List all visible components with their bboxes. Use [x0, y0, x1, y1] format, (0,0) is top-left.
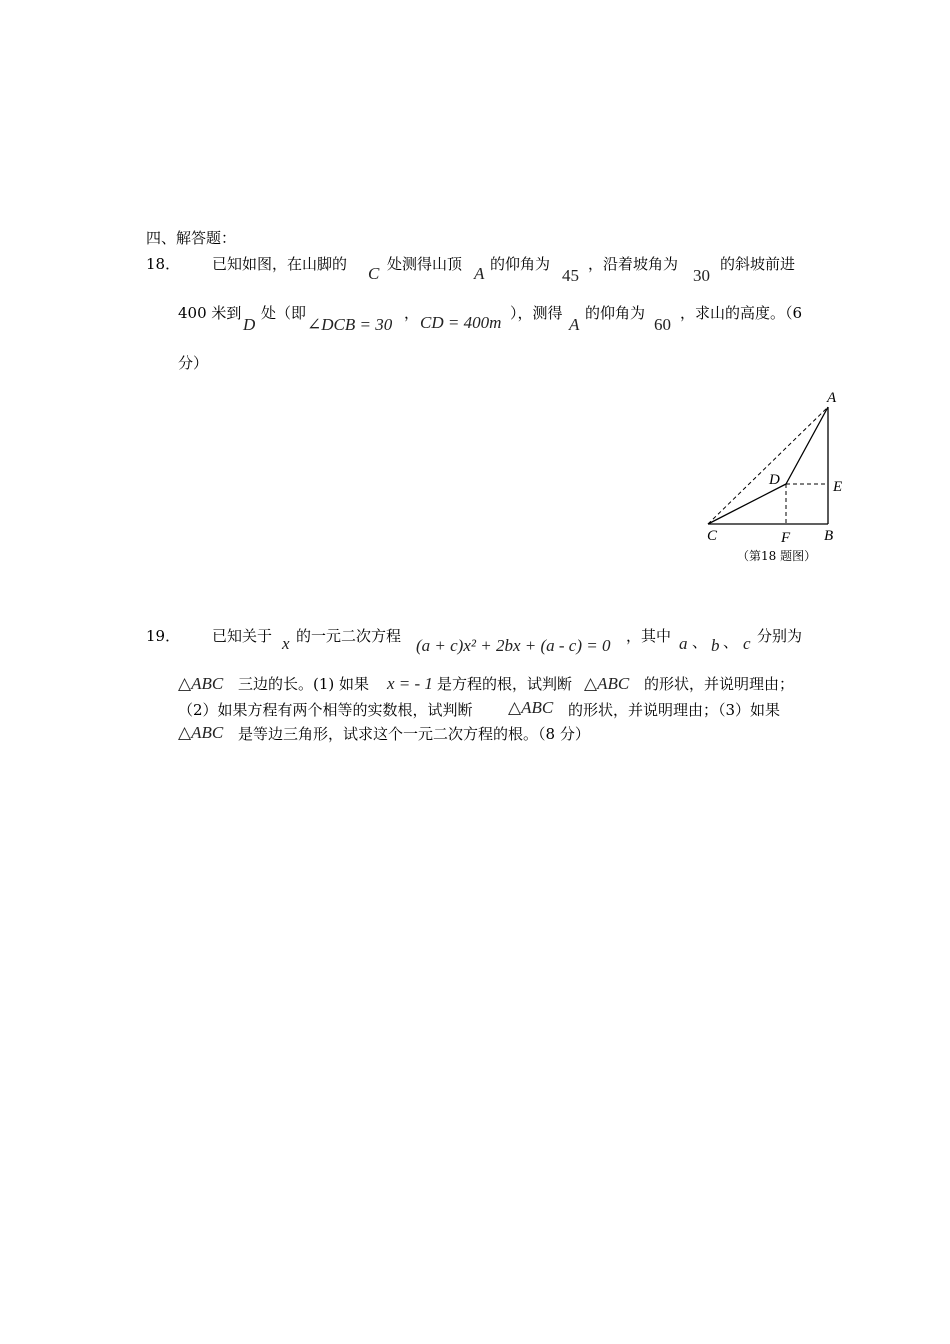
math-number-30: 30 [693, 266, 710, 285]
question-text: 的仰角为 [490, 255, 551, 273]
question-text: 的一元二次方程 [296, 627, 402, 645]
question-text: 处测得山顶 [387, 255, 463, 273]
math-var-A: A [474, 264, 485, 283]
math-number-60: 60 [654, 315, 671, 334]
point-label-f: F [781, 530, 791, 546]
math-var-b: b [711, 636, 720, 655]
math-cd-length: CD = 400m [420, 313, 502, 332]
point-label-b: B [824, 528, 834, 544]
question-text: （2）如果方程有两个相等的实数根，试判断 [178, 701, 473, 719]
question-text: 处（即 [261, 304, 307, 322]
math-triangle-abc: △ABC [584, 674, 630, 693]
math-var-A: A [569, 315, 580, 334]
point-label-c: C [707, 528, 718, 544]
point-label-a: A [827, 390, 837, 406]
question-text: 的形状，并说明理由；（3）如果 [568, 701, 781, 719]
math-triangle-abc: △ABC [178, 723, 224, 742]
question-number: 19． [146, 627, 181, 645]
math-equation: (a + c)x² + 2bx + (a - c) = 0 [416, 636, 611, 655]
math-angle-dcb: ∠DCB = 30 [307, 315, 393, 334]
question-text: ，其中 [626, 627, 672, 645]
question-text: ， [404, 304, 420, 322]
dashed-line-ca [708, 407, 828, 524]
question-text: 已知如图，在山脚的 [212, 255, 348, 273]
question-text: 是方程的根，试判断 [437, 675, 573, 693]
slope-line-da [786, 407, 828, 484]
math-number-45: 45 [562, 266, 579, 285]
question-text: 是等边三角形，试求这个一元二次方程的根。（8 分） [238, 725, 590, 743]
section-heading: 四、解答题： [146, 229, 237, 247]
question-text: 已知关于 [212, 627, 273, 645]
math-var-D: D [243, 315, 256, 334]
math-triangle-abc: △ABC [508, 698, 554, 717]
question-text: ，沿着坡角为 [588, 255, 679, 273]
math-var-x: x [282, 634, 290, 653]
slope-line-cd [708, 484, 786, 524]
math-triangle-abc: △ABC [178, 674, 224, 693]
math-var-c: c [743, 634, 751, 653]
math-x-equals: x = - 1 [387, 674, 433, 693]
question-text: 分别为 [757, 627, 803, 645]
question-number: 18． [146, 255, 181, 273]
figure-caption: （第18 题图） [737, 549, 817, 563]
question-text: 分） [178, 354, 209, 372]
question-text: 的斜坡前进 [720, 255, 796, 273]
point-label-d: D [769, 472, 780, 488]
triangle-figure [690, 380, 860, 570]
math-var-C: C [368, 264, 380, 283]
question-text: ），测得 [510, 304, 563, 322]
question-text: 的形状，并说明理由； [644, 675, 795, 693]
point-label-e: E [833, 479, 843, 495]
question-text: ，求山的高度。（6 [680, 304, 803, 322]
separator: 、 [692, 633, 708, 651]
question-text: 的仰角为 [585, 304, 646, 322]
question-text: 400 米到 [178, 304, 242, 322]
separator: 、 [723, 633, 739, 651]
math-var-a: a [679, 634, 688, 653]
question-text: 三边的长。(1) 如果 [238, 675, 370, 693]
